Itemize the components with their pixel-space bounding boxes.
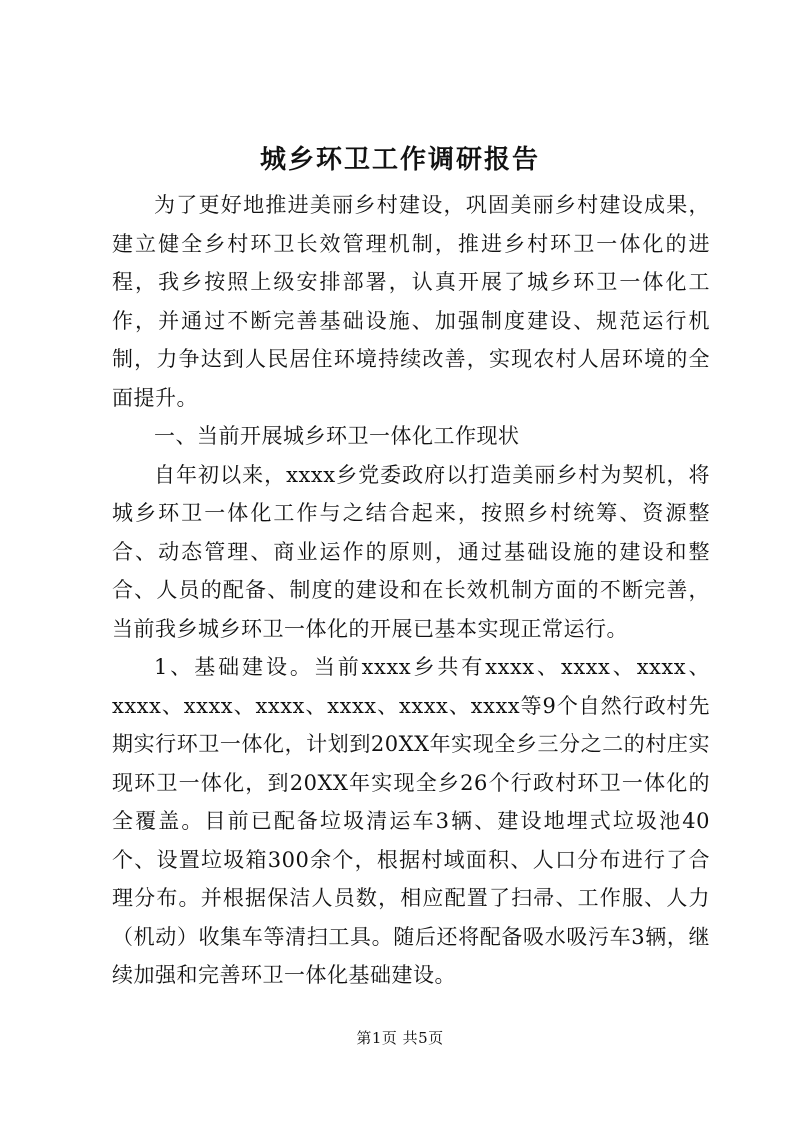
- document-body: [112, 186, 710, 995]
- section-heading: 一、当前开展城乡环卫一体化工作现状: [154, 424, 520, 448]
- document-title: 城乡环卫工作调研报告: [259, 145, 540, 175]
- intro-paragraph: 为了更好地推进美丽乡村建设，巩固美丽乡村建设成果，建立健全乡村环卫长效管理机制，推进乡村环卫一体化的进程，我乡按照上级安排部署，认真开展了城乡环卫一体化工作，并通过不断完善基础设施、加强制度建设、规范运行机制，力争达到人民居住环境持续改善，实现农村人居环境的全面提升。: [112, 193, 710, 410]
- page-number: 第1页 共5页: [356, 1029, 444, 1047]
- infrastructure-paragraph: 1、基础建设。当前xxxx乡共有xxxx、xxxx、xxxx、xxxx、xxxx、xxxx、xxxx、xxxx、xxxx等9个自然行政村先期实行环卫一体化，计划到20XX年实现全乡三分之二的村庄实现环卫一体化，到20XX年实现全乡26个行政村环卫一体化的全覆盖。目前已配备垃圾清运车3辆、建设地埋式垃圾池40个、设置垃圾箱300余个，根据村域面积、人口分布进行了合理分布。并根据保洁人员数，相应配置了扫帚、工作服、人力（机动）收集车等清扫工具。随后还将配备吸水吸污车3辆，继续加强和完善环卫一体化基础建设。: [112, 655, 710, 987]
- status-paragraph: 自年初以来，xxxx乡党委政府以打造美丽乡村为契机，将城乡环卫一体化工作与之结合起来，按照乡村统筹、资源整合、动态管理、商业运作的原则，通过基础设施的建设和整合、人员的配备、制度的建设和在长效机制方面的不断完善，当前我乡城乡环卫一体化的开展已基本实现正常运行。: [112, 462, 710, 641]
